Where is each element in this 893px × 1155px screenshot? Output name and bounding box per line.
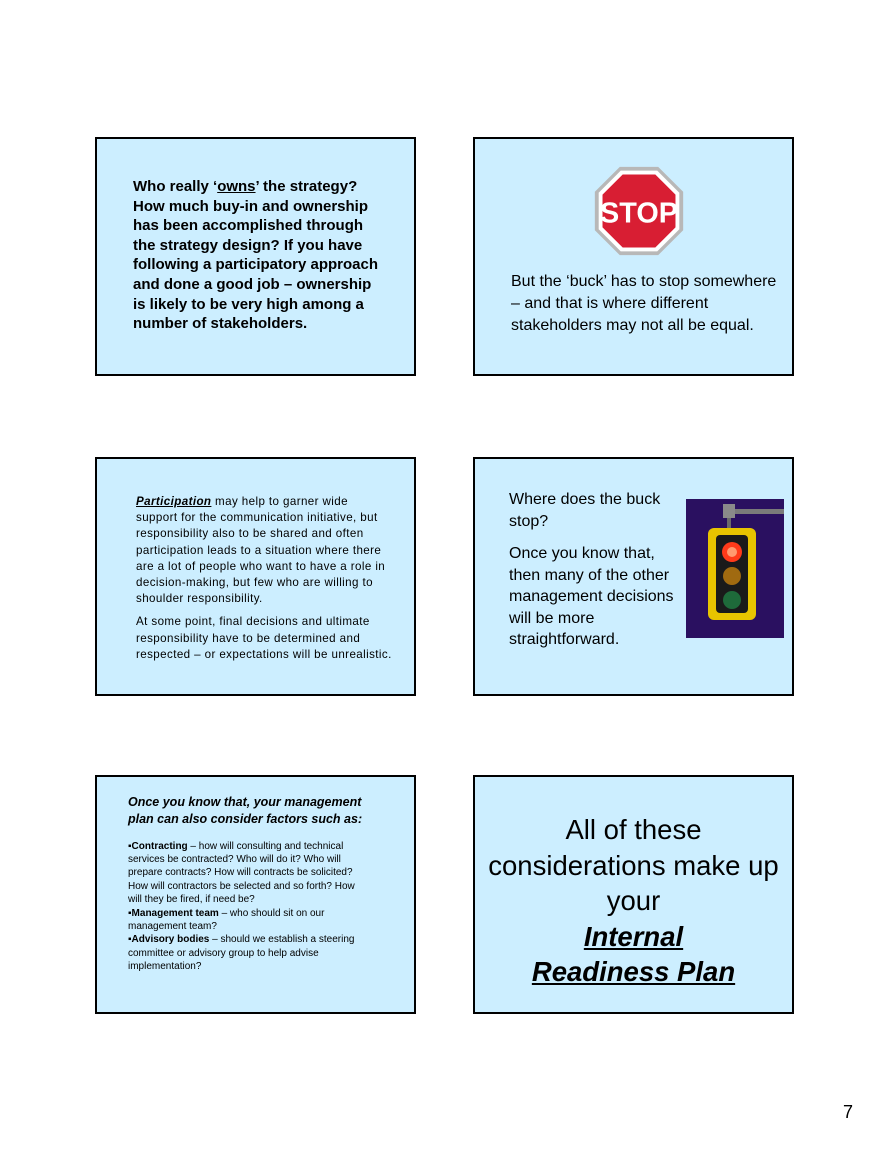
participation-heading: Participation	[136, 495, 212, 508]
slide-management-factors-text	[128, 794, 368, 974]
stop-sign-text: STOP	[600, 197, 678, 230]
slide-where-buck-stops-text	[509, 489, 681, 662]
slide-buck-stop-text: But the ‘buck’ has to stop somewhere – and that is where different stakeholders may not all be equal.	[511, 273, 777, 334]
slide-buck-stop	[473, 137, 794, 376]
slide-where-buck-stops	[473, 457, 794, 696]
owns-emphasis: owns	[217, 178, 256, 195]
slide-internal-readiness	[473, 775, 794, 1014]
internal-emphasis: Internal	[583, 920, 684, 952]
traffic-light-icon	[686, 499, 784, 638]
slide-ownership	[95, 137, 416, 376]
list-item: ▪Contracting – how will consulting and technical services be contracted? Who will do it? Who will prepare contracts? How will contracts be solicited? How will contractors be selected and so forth? How will they be fired, if need be?	[128, 840, 355, 906]
considerations-text: All of these considerations make up your	[488, 814, 779, 916]
list-item: ▪Advisory bodies – should we establish a steering committee or advisory group to help advise implementation?	[128, 934, 355, 973]
page-number: 7	[843, 1102, 854, 1122]
final-decisions-paragraph: At some point, final decisions and ultimate responsibility have to be determined and respected – or expectations will be unrealistic.	[136, 615, 392, 661]
where-does-buck-stop: Where does the buck stop?	[509, 491, 661, 530]
stop-sign-icon	[591, 163, 687, 259]
participation-paragraph: Participation may help to garner wide support for the communication initiative, but responsibility also to be shared and often participation leads to a situation where there are a lot of people who want to have a role in decision-making, but few who are willing to shoulder responsibility.	[136, 495, 386, 606]
slide-participation-text	[136, 494, 392, 670]
slide-internal-readiness-text	[475, 812, 792, 990]
slide-ownership-text: Who really ‘owns’ the strategy? How much buy-in and ownership has been accomplished through the strategy design? If you have following a participatory approach and done a good job – ownership is likely to be very high among a number of stakeholders.	[133, 178, 379, 333]
readiness-plan-emphasis: Readiness Plan	[531, 956, 736, 987]
once-you-know: Once you know that, then many of the other management decisions will be more straightforward.	[509, 545, 674, 648]
factors-list	[128, 840, 368, 974]
slide-management-factors	[95, 775, 416, 1014]
list-item: ▪Management team – who should sit on our management team?	[128, 907, 325, 933]
slide-participation	[95, 457, 416, 696]
factors-heading: Once you know that, your management plan can also consider factors such as:	[128, 795, 363, 826]
